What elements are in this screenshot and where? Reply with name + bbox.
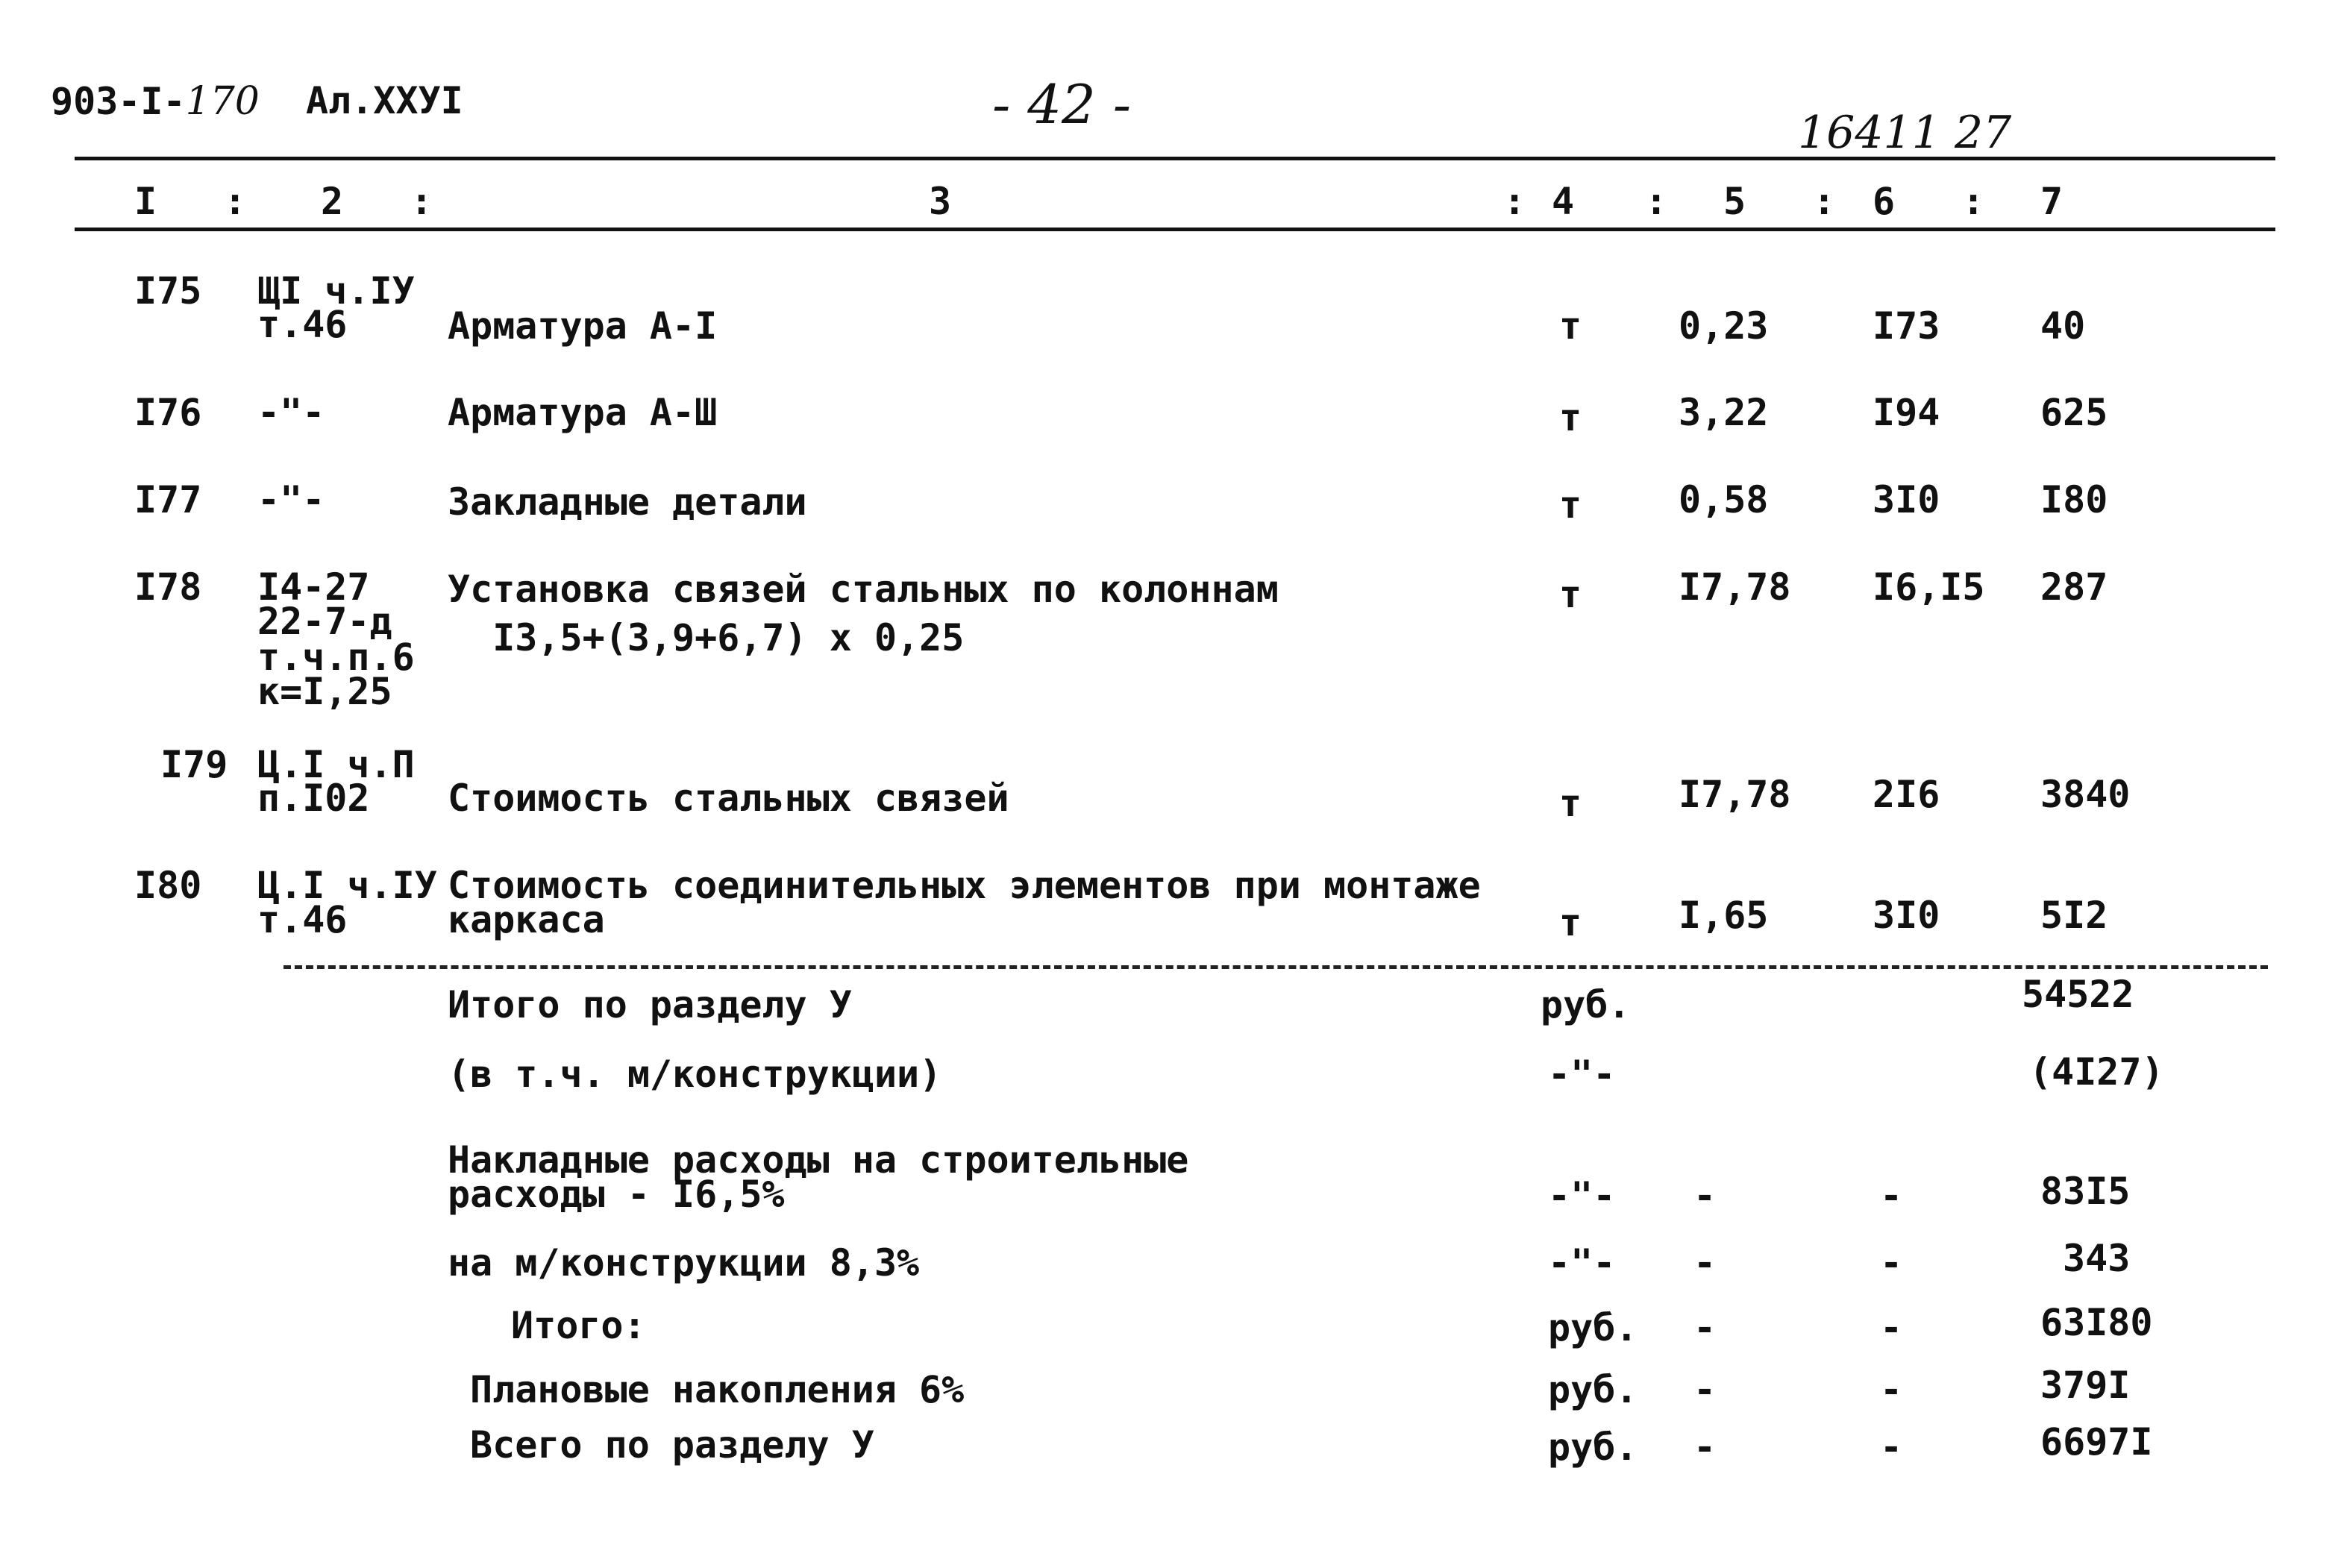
doc-code-handwritten: 170	[185, 79, 260, 124]
total-unit: руб.	[1548, 1306, 1638, 1349]
row-unit: т	[1559, 782, 1582, 825]
total-unit: руб.	[1548, 1368, 1638, 1411]
total-unit-price: -	[1880, 1174, 1903, 1217]
row-unit-price: 3I0	[1873, 478, 1940, 521]
row-reference: т.ч.п.6	[257, 636, 415, 679]
row-number: I77	[134, 478, 202, 521]
page-number: - 42 -	[992, 73, 1132, 136]
total-label: Накладные расходы на строительные	[448, 1138, 1189, 1182]
total-unit: руб.	[1541, 983, 1631, 1026]
row-unit: т	[1559, 483, 1582, 527]
row-reference: т.46	[257, 898, 348, 941]
total-label: (в т.ч. м/конструкции)	[448, 1053, 942, 1096]
row-unit: т	[1559, 901, 1582, 944]
row-description: Стоимость стальных связей	[448, 777, 1009, 820]
col-sep-3: :	[1503, 180, 1526, 223]
total-cost: 83I5	[2040, 1170, 2131, 1213]
row-reference: к=I,25	[257, 670, 392, 713]
row-number: I75	[134, 269, 202, 313]
col-sep-2: :	[410, 180, 433, 223]
total-label: Итого:	[511, 1304, 646, 1347]
row-description: Арматура А-I	[448, 304, 718, 348]
col-7-header: 7	[2040, 180, 2063, 223]
total-unit: -"-	[1548, 1174, 1616, 1217]
total-quantity: -	[1693, 1174, 1717, 1217]
row-description: Установка связей стальных по колоннам	[448, 568, 1279, 611]
row-description: Арматура А-Ш	[448, 391, 718, 434]
row-quantity: 0,58	[1679, 478, 1769, 521]
total-label: Плановые накопления 6%	[470, 1368, 965, 1411]
album-label: Ал.XXУI	[306, 79, 463, 122]
row-description: Стоимость соединительных элементов при монтаже	[448, 864, 1481, 907]
col-4-header: 4	[1552, 180, 1575, 223]
row-reference: ЩI ч.IУ	[257, 269, 415, 313]
row-quantity: I,65	[1679, 894, 1769, 937]
col-sep-5: :	[1813, 180, 1836, 223]
total-label: Итого по разделу У	[448, 983, 852, 1026]
total-quantity: -	[1693, 1241, 1717, 1285]
row-cost: I80	[2040, 478, 2108, 521]
col-5-header: 5	[1723, 180, 1746, 223]
grand-total-cost: 6697I	[2040, 1420, 2153, 1464]
total-cost: 343	[2063, 1237, 2131, 1280]
total-unit-price: -	[1880, 1241, 1903, 1285]
row-unit: т	[1559, 304, 1582, 348]
total-cost: 379I	[2040, 1364, 2131, 1407]
row-quantity: 0,23	[1679, 304, 1769, 348]
total-cost: (4I27)	[2029, 1050, 2164, 1094]
row-quantity: I7,78	[1679, 773, 1791, 816]
total-label: на м/конструкции 8,3%	[448, 1241, 920, 1285]
col-sep-4: :	[1645, 180, 1668, 223]
doc-code-printed: 903-I-	[51, 80, 186, 123]
total-unit: -"-	[1548, 1241, 1616, 1285]
row-reference: Ц.I ч.П	[257, 743, 415, 786]
row-unit-price: 3I0	[1873, 894, 1940, 937]
row-reference: Ц.I ч.IУ	[257, 864, 437, 907]
total-cost: 63I80	[2040, 1301, 2153, 1344]
row-number: I78	[134, 565, 202, 609]
col-sep-6: :	[1962, 180, 1985, 223]
total-unit: -"-	[1548, 1053, 1616, 1096]
row-cost: 5I2	[2040, 894, 2108, 937]
inventory-number: 16411 27	[1798, 107, 2012, 159]
row-reference: т.46	[257, 303, 348, 346]
total-quantity: -	[1693, 1368, 1717, 1411]
doc-code	[51, 79, 260, 124]
row-cost: 3840	[2040, 773, 2131, 816]
total-unit: руб.	[1548, 1426, 1638, 1469]
section-divider	[283, 965, 2268, 969]
col-2-header: 2	[321, 180, 344, 223]
row-reference: 22-7-д	[257, 600, 392, 643]
total-quantity: -	[1693, 1426, 1717, 1469]
total-unit-price: -	[1880, 1306, 1903, 1349]
col-1-header: I	[134, 180, 157, 223]
header-bottom-rule	[75, 228, 2275, 231]
total-unit-price: -	[1880, 1426, 1903, 1469]
row-unit-price: I6,I5	[1873, 565, 1985, 609]
row-unit-price: I94	[1873, 391, 1940, 434]
row-quantity: 3,22	[1679, 391, 1769, 434]
row-unit: т	[1559, 396, 1582, 439]
row-reference: I4-27	[257, 565, 370, 609]
col-3-header: 3	[929, 180, 952, 223]
row-unit-price: I73	[1873, 304, 1940, 348]
row-number: I80	[134, 864, 202, 907]
total-quantity: -	[1693, 1306, 1717, 1349]
grand-total-label: Всего по разделу У	[470, 1423, 874, 1467]
row-number: I76	[134, 391, 202, 434]
col-6-header: 6	[1873, 180, 1896, 223]
row-unit-price: 2I6	[1873, 773, 1940, 816]
row-cost: 40	[2040, 304, 2086, 348]
row-reference: п.I02	[257, 777, 370, 820]
header-top-rule	[75, 157, 2275, 160]
row-unit: т	[1559, 573, 1582, 616]
row-quantity: I7,78	[1679, 565, 1791, 609]
row-reference: -"-	[257, 391, 325, 434]
col-sep-1: :	[224, 180, 247, 223]
row-description: Закладные детали	[448, 480, 807, 524]
row-reference: -"-	[257, 478, 325, 521]
row-description: каркаса	[448, 898, 605, 941]
total-cost: 54522	[2022, 973, 2134, 1016]
row-cost: 625	[2040, 391, 2108, 434]
row-formula: I3,5+(3,9+6,7) x 0,25	[448, 616, 965, 659]
total-label: расходы - I6,5%	[448, 1173, 785, 1216]
total-unit-price: -	[1880, 1368, 1903, 1411]
row-cost: 287	[2040, 565, 2108, 609]
row-number: I79	[160, 743, 228, 786]
